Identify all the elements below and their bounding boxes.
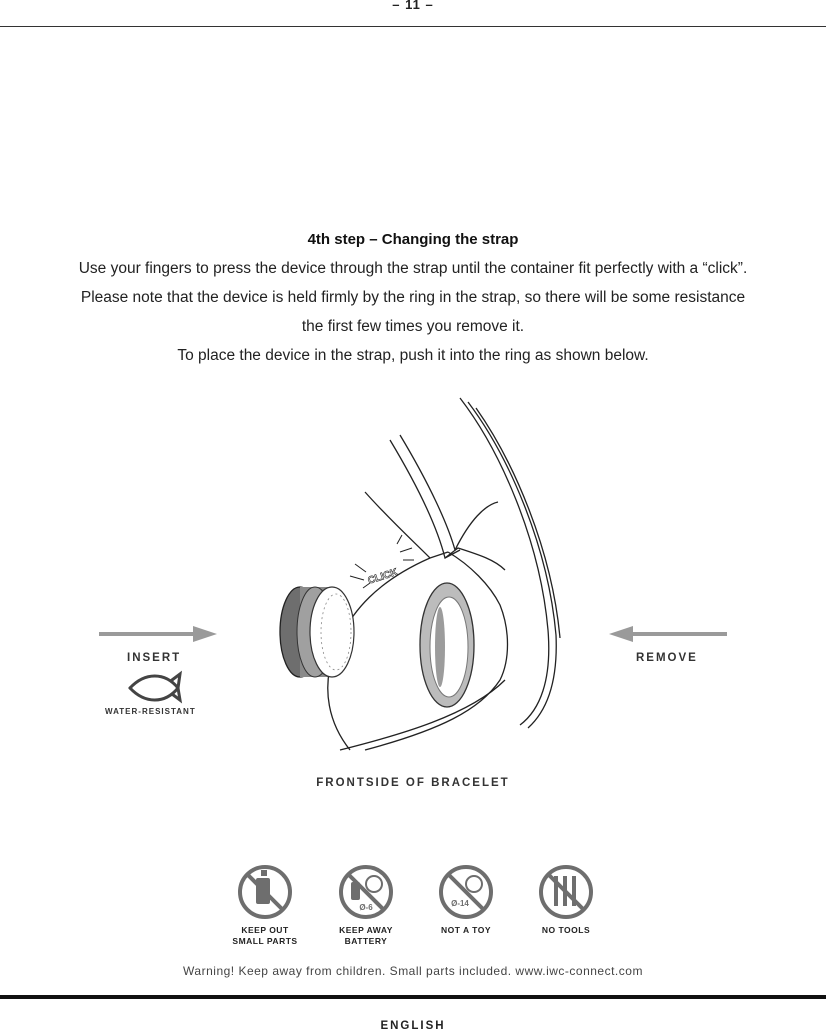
label-line-2: SMALL PARTS	[232, 936, 298, 946]
remove-arrow-icon	[609, 626, 727, 642]
click-label: CLICK	[366, 566, 400, 587]
label-line-2: BATTERY	[344, 936, 388, 946]
device-puck	[280, 587, 354, 677]
label-line-1: KEEP AWAY	[339, 925, 393, 935]
insert-label: INSERT	[127, 652, 182, 664]
keep-out-small-parts-icon	[240, 867, 290, 917]
strap-ring	[420, 583, 474, 707]
toy-age-text: Ø-14	[451, 899, 469, 908]
instruction-line-1: Use your fingers to press the device through the strap until the container fit perfectly with a “click”.	[78, 260, 748, 277]
warning-text: Warning! Keep away from children. Small parts included. www.iwc-connect.com	[183, 964, 643, 978]
insert-arrow-icon	[99, 626, 217, 642]
bottom-divider	[0, 995, 826, 999]
keep-away-battery-label	[326, 925, 406, 947]
warning-icons-row	[236, 864, 596, 920]
top-divider	[0, 26, 826, 27]
instruction-line-3: the first few times you remove it.	[301, 318, 525, 335]
no-tools-icon	[541, 867, 591, 917]
page-number: – 11 –	[392, 0, 434, 12]
instruction-line-2: Please note that the device is held firmly by the ring in the strap, so there will be some resistance	[80, 289, 746, 306]
strap-illustration	[0, 380, 826, 780]
water-resistant-fish-icon	[130, 674, 180, 700]
language-label: ENGLISH	[380, 1020, 446, 1032]
no-tools-label: NO TOOLS	[541, 925, 591, 935]
instruction-line-4: To place the device in the strap, push it into the ring as shown below.	[177, 347, 649, 364]
remove-label: REMOVE	[636, 652, 698, 664]
bracelet-caption: FRONTSIDE OF BRACELET	[316, 777, 510, 789]
label-line-1: KEEP OUT	[241, 925, 289, 935]
not-a-toy-icon	[441, 867, 491, 917]
keep-away-battery-icon	[341, 867, 391, 917]
water-resistant-label: WATER-RESISTANT	[105, 707, 196, 716]
section-title: 4th step – Changing the strap	[307, 231, 519, 248]
battery-age-text: Ø-6	[359, 903, 373, 912]
keep-out-small-parts-label	[225, 925, 305, 947]
not-a-toy-label: NOT A TOY	[441, 925, 491, 935]
